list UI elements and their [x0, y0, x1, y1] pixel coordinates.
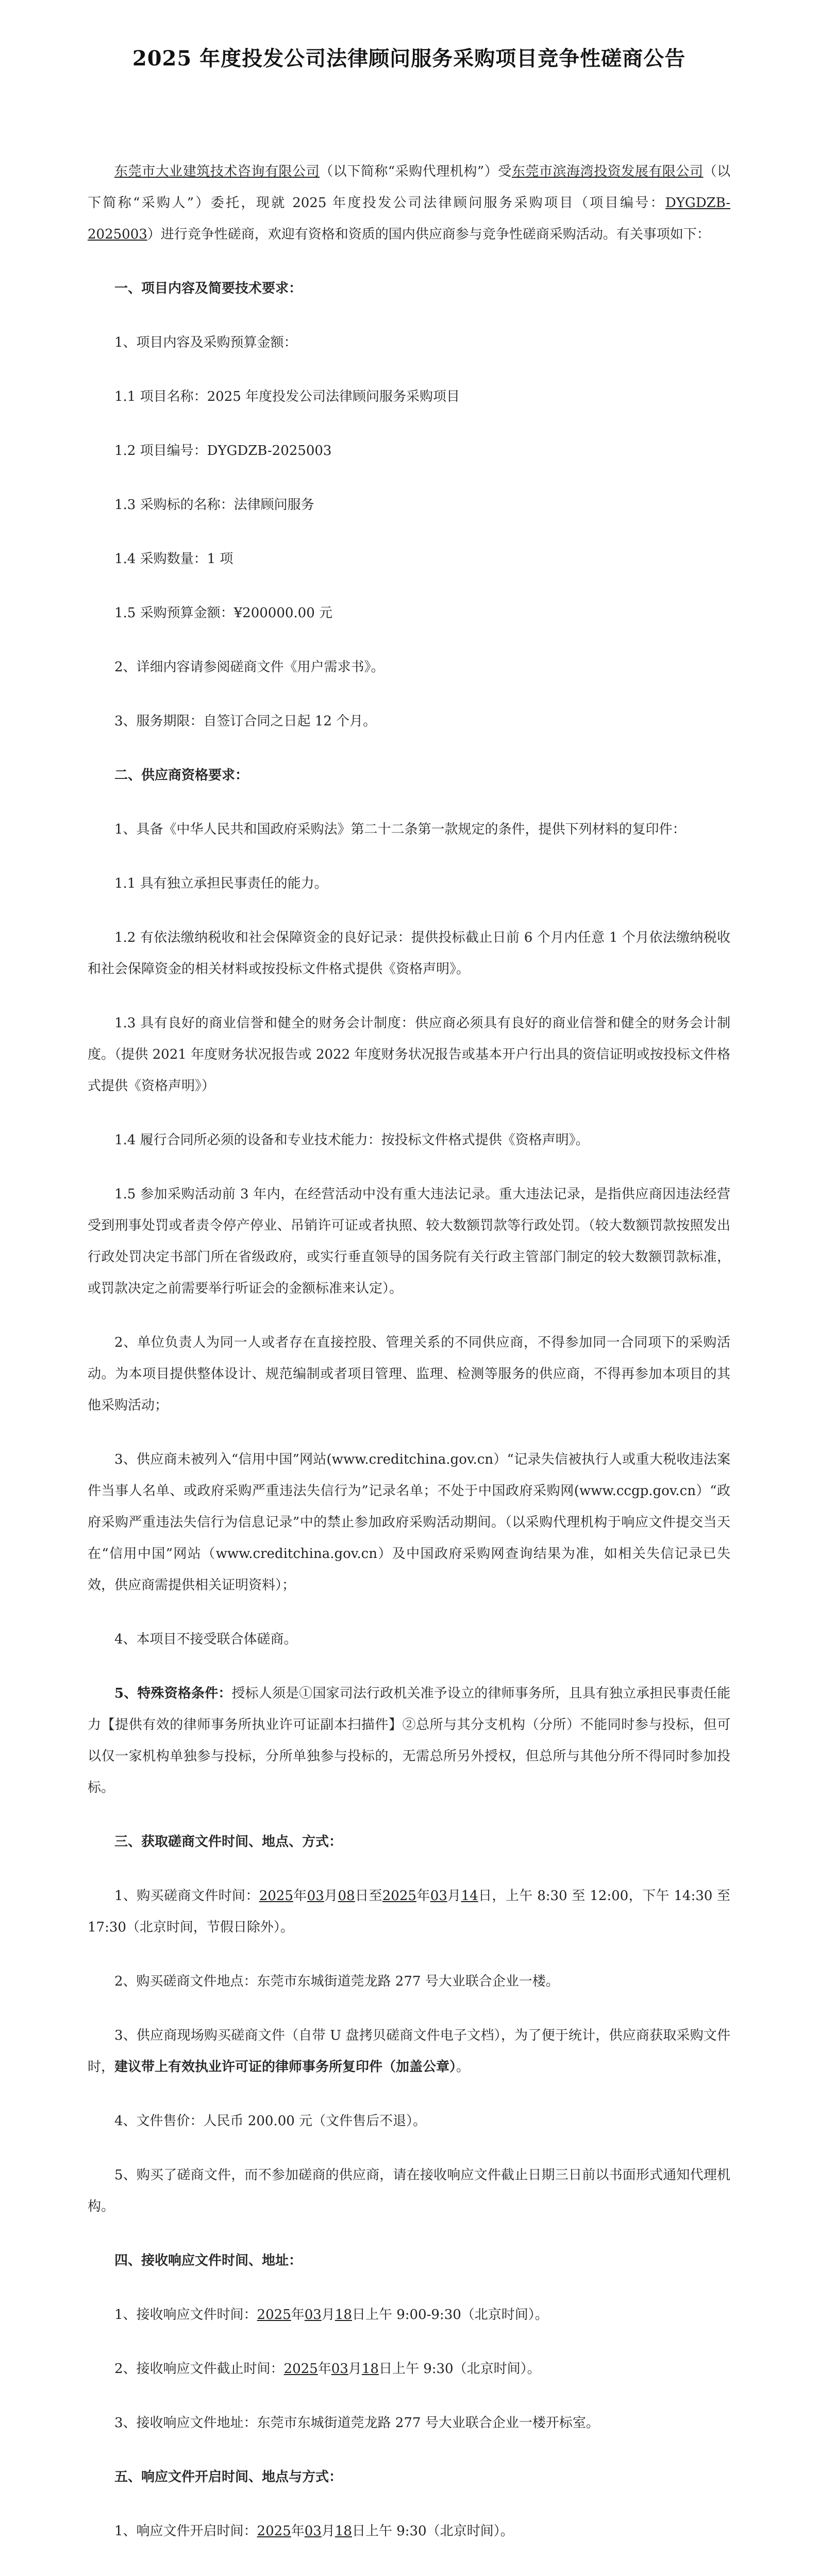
requirement-paragraph: 1.2 有依法缴纳税收和社会保障资金的良好记录：提供投标截止日前 6 个月内任意 1 个月依法缴纳税收和社会保障资金的相关材料或按投标文件格式提供《资格声明》。 — [88, 930, 730, 977]
item-line: 1.2 项目编号：DYGDZB-2025003 — [114, 443, 332, 459]
item-line: 1.4 采购数量：1 项 — [114, 551, 233, 567]
requirement-paragraph: 1、具备《中华人民共和国政府采购法》第二十二条第一款规定的条件，提供下列材料的复印件： — [114, 822, 686, 837]
item-line: 1.5 采购预算金额：¥200000.00 元 — [114, 605, 333, 621]
requirement-paragraph: 4、本项目不接受联合体磋商。 — [114, 1632, 297, 1647]
requirement-paragraph: 1.3 具有良好的商业信誉和健全的财务会计制度：供应商必须具有良好的商业信誉和健全的财务会计制度。（提供 2021 年度财务状况报告或 2022 年度财务状况报告或基本开户行出具的资信证明或按投标文件格式提供《资格声明》） — [88, 1015, 730, 1094]
purchase-location: 2、购买磋商文件地点：东莞市东城街道莞龙路 277 号大业联合企业一楼。 — [114, 1974, 559, 1989]
purchase-time: 1、购买磋商文件时间：2025年03月08日至2025年03月14日，上午 8:30 至 12:00，下午 14:30 至 17:30（北京时间，节假日除外）。 — [88, 1888, 730, 1935]
requirement-paragraph: 3、供应商未被列入“信用中国”网站(www.creditchina.gov.cn）“记录失信被执行人或重大税收违法案件当事人名单、或政府采购严重违法失信行为”记录名单；不处于中国政府采购网(www.ccgp.gov.cn）“政府采购严重违法失信行为信息记录”中的禁止参加政府采购活动期间。（以采购代理机构于响应文件提交当天在“信用中国”网站（www.creditchina.gov.cn）及中国政府采购网查询结果为准，如相关失信记录已失效，供应商需提供相关证明资料）； — [88, 1452, 730, 1593]
opening-address — [88, 2570, 730, 2576]
requirement-paragraph: 1.4 履行合同所必须的设备和专业技术能力：按投标文件格式提供《资格声明》。 — [114, 1132, 589, 1148]
special-qualification: 5、特殊资格条件：授标人须是①国家司法行政机关准予设立的律师事务所，且具有独立承担民事责任能力【提供有效的律师事务所执业许可证副本扫描件】②总所与其分支机构（分所）不能同时参与投标，但可以仅一家机构单独参与投标，分所单独参与投标的，无需总所另外授权，但总所与其他分所不得同时参加投标。 — [88, 1686, 730, 1795]
requirement-paragraph: 1.1 具有独立承担民事责任的能力。 — [114, 876, 328, 891]
item-line: 1、项目内容及采购预算金额： — [114, 335, 297, 350]
agency-name: 东莞市大业建筑技术咨询有限公司 — [114, 164, 320, 179]
buyer-name: 东莞市滨海湾投资发展有限公司 — [511, 164, 704, 179]
item-line: 3、服务期限：自签订合同之日起 12 个月。 — [114, 714, 377, 729]
opening-time: 1、响应文件开启时间：2025年03月18日上午 9:30（北京时间）。 — [114, 2523, 514, 2539]
notice-of-withdrawal: 5、购买了磋商文件，而不参加磋商的供应商，请在接收响应文件截止日期三日前以书面形式通知代理机构。 — [88, 2167, 730, 2214]
intro-paragraph: 东莞市大业建筑技术咨询有限公司（以下简称“采购代理机构”）受东莞市滨海湾投资发展有限公司（以下简称“采购人”）委托，现就 2025 年度投发公司法律顾问服务采购项目（项目编号：DYGDZB-2025003）进行竞争性磋商，欢迎有资格和资质的国内供应商参与竞争性磋商采购活动。有关事项如下： — [88, 164, 730, 242]
section-heading-1: 一、项目内容及简要技术要求： — [114, 281, 303, 296]
section-heading-4: 四、接收响应文件时间、地址： — [114, 2253, 303, 2268]
section-heading-3: 三、获取磋商文件时间、地点、方式： — [114, 1834, 343, 1850]
receive-time: 1、接收响应文件时间：2025年03月18日上午 9:00-9:30（北京时间）。 — [114, 2307, 548, 2323]
section-heading-2: 二、供应商资格要求： — [114, 768, 249, 783]
receive-deadline: 2、接收响应文件截止时间：2025年03月18日上午 9:30（北京时间）。 — [114, 2361, 541, 2377]
announcement-page — [88, 0, 730, 2576]
item-line: 1.3 采购标的名称：法律顾问服务 — [114, 497, 314, 513]
requirement-paragraph: 2、单位负责人为同一人或者存在直接控股、管理关系的不同供应商，不得参加同一合同项下的采购活动。为本项目提供整体设计、规范编制或者项目管理、监理、检测等服务的供应商，不得再参加本项目的其他采购活动； — [88, 1335, 730, 1413]
section-heading-5: 五、响应文件开启时间、地点与方式： — [114, 2469, 343, 2485]
requirement-paragraph: 1.5 参加采购活动前 3 年内，在经营活动中没有重大违法记录。重大违法记录，是指供应商因违法经营受到刑事处罚或者责令停产停业、吊销许可证或者执照、较大数额罚款等行政处罚。（较大数额罚款按照发出行政处罚决定书部门所在省级政府，或实行垂直领导的国务院有关行政主管部门制定的较大数额罚款标准，或罚款决定之前需要举行听证会的金额标准来认定）。 — [88, 1187, 730, 1296]
item-line: 2、详细内容请参阅磋商文件《用户需求书》。 — [114, 659, 385, 675]
purchase-method: 3、供应商现场购买磋商文件（自带 U 盘拷贝磋商文件电子文档），为了便于统计，供应商获取采购文件时，建议带上有效执业许可证的律师事务所复印件（加盖公章）。 — [88, 2028, 730, 2075]
document-price: 4、文件售价：人民币 200.00 元（文件售后不退）。 — [114, 2113, 427, 2129]
receive-address: 3、接收响应文件地址：东莞市东城街道莞龙路 277 号大业联合企业一楼开标室。 — [114, 2415, 599, 2431]
announcement-body — [88, 156, 730, 2576]
page-title: 2025 年度投发公司法律顾问服务采购项目竞争性磋商公告 — [132, 46, 686, 71]
item-line: 1.1 项目名称：2025 年度投发公司法律顾问服务采购项目 — [114, 389, 460, 404]
project-number: DYGDZB-2025003 — [88, 195, 730, 242]
